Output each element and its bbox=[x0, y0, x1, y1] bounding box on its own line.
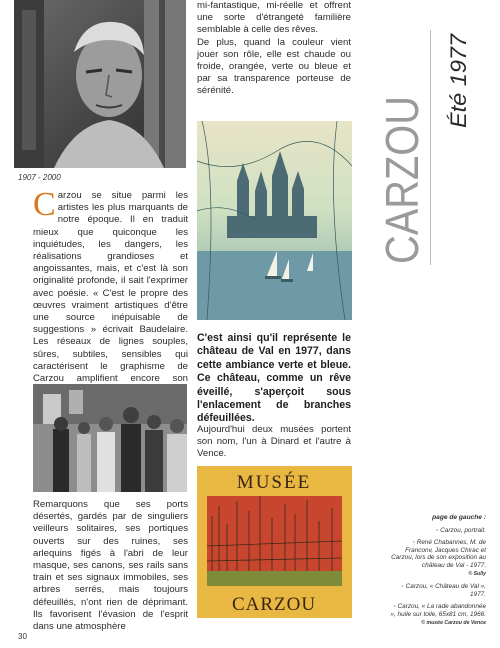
credit-item-1: ◦ Carzou, portrait. bbox=[436, 526, 486, 534]
color-text: De plus, quand la couleur vient jouer son rôle, elle est chaude ou froide, orangée, verte ou bleue et par sa transparence porteuse de sérénité. bbox=[197, 36, 351, 97]
poster-bottom-text: CARZOU bbox=[231, 594, 317, 615]
portrait-caption: 1907 - 2000 bbox=[18, 173, 61, 182]
credit-item-2: ◦ René Chabannes, M. de Franconv, Jacques Chirac et Carzou, lors de son exposition au château de Val - 1977. bbox=[391, 539, 486, 569]
portrait-photo bbox=[14, 0, 186, 168]
chateau-painting bbox=[197, 121, 352, 320]
exhibition-photo bbox=[33, 384, 187, 492]
poster-top-text: MUSÉE bbox=[236, 472, 312, 493]
dream-paragraph bbox=[197, 0, 351, 98]
dream-text: mi-fantastique, mi-réelle et offrent une sorte d'étrangeté familière semblable à celle des rêves. bbox=[197, 0, 351, 36]
page-number: 30 bbox=[18, 632, 27, 641]
credit-item-4: ◦ Carzou, « La rade abandonnée », huile sur toile, 65x81 cm, 1966. bbox=[390, 603, 486, 618]
title-divider bbox=[430, 30, 431, 265]
title-carzou: CARZOU bbox=[376, 69, 428, 264]
subtitle-ete-1977: Été 1977 bbox=[446, 39, 471, 128]
credit-item-2-source: © Sully bbox=[468, 570, 486, 577]
vertical-subtitle bbox=[436, 30, 476, 130]
intro-paragraph bbox=[33, 186, 188, 397]
museums-paragraph: Aujourd'hui deux musées portent son nom, l'un à Dinard et l'autre à Vence. bbox=[197, 424, 351, 460]
credits-heading: page de gauche : bbox=[432, 514, 486, 521]
ports-paragraph: Remarquons que ses ports désertés, gardés par de singuliers veilleurs solitaires, ses portiques ouverts sur des ruines, ses arlequins figés à l'abri de leur masque, ses canons, ses rails sans train et ses signaux immobiles, ses arbres serrés, mais toujours défeuillés, n'ont rien de déprimant. Ils favorisent l'évasion de l'esprit dans une atmosphère bbox=[33, 499, 188, 633]
musee-carzou-poster bbox=[197, 466, 352, 618]
credit-item-3: ◦ Carzou, « Château de Val », 1977. bbox=[401, 583, 486, 598]
vertical-title bbox=[376, 69, 428, 266]
credit-item-4-source: © musée Carzou de Vence bbox=[421, 619, 486, 626]
drop-cap: C bbox=[33, 186, 56, 223]
photo-credits bbox=[390, 514, 486, 632]
intro-text: arzou se situe parmi les artistes les plus marquants de notre époque. Il en traduit mieux que quiconque les inquiétudes, les dangers, les réalisations grandioses et angoissantes, mais, et c'est là son originalité profonde, il sait l'exprimer avec poésie. « C'est le propre des œuvres vraiment artistiques d'être une source inépuisable de suggestions » écrivait Baudelaire. Les réseaux de lignes souples, sûres, subtiles, sensibles qui caractérisent le graphisme de Carzou amplifient encore son bbox=[33, 190, 188, 385]
chateau-paragraph: C'est ainsi qu'il représente le château de Val en 1977, dans cette ambiance verte et bleue. Ce château, comme un rêve éveillé, s'aperçoit sous l'enlacement de branches défeuillées. bbox=[197, 332, 351, 425]
